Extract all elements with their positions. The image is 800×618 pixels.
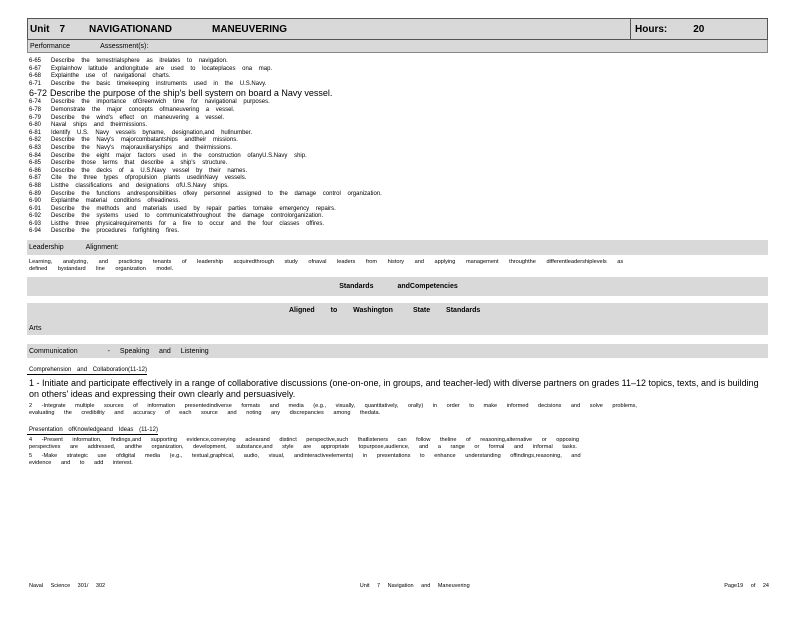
performance-subheader [27,40,768,53]
outcome-row [29,115,766,123]
performance-label: Performance [30,42,71,50]
outcome-code: 6-74 [29,99,42,106]
outcome-text: Describe the decks of a U.S.Navy vessel by their names. [51,167,248,174]
outcome-row [29,191,766,199]
unit-title-cell [28,19,631,39]
assessment-label: Assessment(s): [100,42,149,50]
outcome-code: 6-79 [29,114,42,121]
hours-label: Hours: [635,23,668,35]
unit-number: 7 [59,23,66,35]
outcome-text: Explainthe material conditions ofreadiness. [51,198,181,205]
standard-4-line: 4 -Present information, findings,and supporting evidence,conveying aclearand distinct perspective,such thatlisteners can follow theline of reasoning,alternative or opposing [29,437,579,444]
outcome-text: Describe the eight major factors used in the construction ofanyU.S.Navy ship. [51,152,307,159]
communication-band [27,344,768,358]
outcome-code: 6-90 [29,198,42,205]
outcome-row [29,99,766,107]
comprehension-heading: Comprehension and Collaboration(11-12) [29,367,147,374]
outcome-text: Describe the terrestrialsphere as itrelates to navigation. [51,58,228,64]
outcome-code: 6-67 [29,65,42,72]
curriculum-page [27,18,768,468]
competencies-word: andCompetencies [397,283,458,291]
outcome-row [29,228,766,236]
outcome-code: 6-85 [29,160,42,167]
outcome-code: 6-84 [29,152,42,159]
outcome-row [29,183,766,191]
outcome-row [29,145,766,153]
standard-5-line: evidence and to add interest. [29,460,133,467]
outcome-row [29,58,766,66]
outcome-code: 6-71 [29,80,42,87]
outcome-text: Describe the procedures forfighting fires. [51,228,180,235]
outcome-row [29,221,766,229]
outcome-text: Describe the functions andresponsibilities ofkey personnel assigned to the damage control organization. [51,190,382,197]
speaking-listening-label: - Speaking and Listening [107,347,209,355]
outcome-text: Describe the Navy's majorauxiliaryships and theirmissions. [51,144,232,151]
footer-course: Naval Science 301/ 302 [29,583,106,589]
standards-word: Standards [339,283,374,291]
standard-5-line: 5 -Make strategic use ofdigital media (e.g., textual,graphical, audio, visual, andinteractiveelements) in presentations to enhance understanding offindings,reasoning, and [29,453,581,460]
outcome-code: 6-68 [29,73,42,80]
outcome-code: 6-91 [29,205,42,212]
outcome-code: 6-87 [29,175,42,182]
outcome-row [29,66,766,74]
outcome-row [29,107,766,115]
unit-title: NAVIGATIONAND [89,23,172,35]
outcome-code: 6-65 [29,58,42,64]
outcome-text: Explainhow latitude andlongitude are used to locateplaces ona map. [51,65,273,72]
leadership-text-line: Learning, analyzing, and practicing tenants of leadership acquiredthrough study ofnaval leaders from history and applying management throughthe differentleadershiplevels as [29,259,624,266]
unit-title-2: MANEUVERING [211,23,287,35]
outcomes-list [27,53,768,240]
standard-2-line: 2 -Integrate multiple sources of information presentedindiverse formats and media (e.g., visually, quantitatively, orally) in order to make informed decisions and solve problems, [29,403,637,410]
outcome-row [29,213,766,221]
standard-2 [27,402,768,418]
outcome-text: Describe those terms that describe a ship's structure. [51,160,228,167]
leadership-text-line: defined bystandard line organization model. [29,266,174,273]
unit-header [27,18,768,40]
outcome-text: Listthe three physicalrequirements for a fire to occur and the four classes offires. [51,220,324,227]
aligned-text: Aligned to Washington [289,307,393,315]
outcome-row [29,130,766,138]
alignment-label: Alignment: [85,244,119,252]
outcome-row [29,81,766,89]
leadership-text [27,255,768,277]
arts-label: Arts [29,325,42,333]
outcome-text: Explainthe use of navigational charts. [51,73,171,80]
standard-5 [27,452,768,468]
communication-label: Communication [29,347,78,355]
footer-unit: Unit 7 Navigation and Maneuvering [359,583,470,589]
outcome-code: 6-78 [29,106,42,113]
outcome-text: Describe the purpose of the ship's bell system on board a Navy vessel. [50,88,333,99]
outcome-row [29,137,766,145]
footer-page: Page19 of 24 [724,583,769,589]
outcome-text: Cite the three types ofpropulsion plants usedinNavy vessels. [51,175,247,182]
outcome-text: Describe the systems used to communicatethroughout the damage controlorganization. [51,213,324,220]
outcome-text: Describe the methods and materials used by repair parties tomake emergency repairs. [51,205,336,212]
outcome-code: 6-80 [29,122,42,129]
outcome-code: 6-83 [29,144,42,151]
standard-4-line: perspectives are addressed, andthe organization, development, substance,and style are appropriate topurpose,audience, and a range or formal and informal tasks. [29,444,577,451]
outcome-text: Listthe classifications and designations ofU.S.Navy ships. [51,182,229,189]
outcome-row [29,168,766,176]
outcome-row [29,198,766,206]
standards-band [27,277,768,296]
hours-cell [631,19,767,39]
outcome-code: 6-89 [29,190,42,197]
outcome-text: Describe the basic timekeeping instruments used in the U.S.Navy. [51,80,267,87]
outcome-code: 6-93 [29,220,42,227]
standard-4 [27,436,768,452]
outcome-text: Describe the wind's effect on maneuvering a vessel. [51,114,225,121]
outcome-row [29,88,766,99]
outcome-code: 6-88 [29,182,42,189]
outcome-code: 6-92 [29,213,42,220]
outcome-text: Describe the importance ofGreenwich time for navigational purposes. [51,99,270,106]
outcome-row [29,160,766,168]
outcome-code: 6-81 [29,129,42,136]
presentation-heading: Presentation ofKnowledgeand Ideas (11-12) [29,427,158,434]
aligned-band [27,303,768,335]
outcome-text: Identify U.S. Navy vessels byname, designation,and hullnumber. [51,129,253,136]
outcome-row [29,73,766,81]
page-footer [29,583,769,589]
leadership-label: Leadership [29,244,64,252]
hours-value: 20 [693,23,705,35]
leadership-band [27,240,768,255]
outcome-text: Describe the Navy's majorcombatantships andtheir missions. [51,137,238,144]
unit-label: Unit [30,23,50,35]
outcome-code: 6-86 [29,167,42,174]
outcome-code: 6-82 [29,137,42,144]
state-standards-text: State Standards [413,307,481,315]
outcome-code: 6-72 [29,88,48,99]
outcome-row [29,153,766,161]
outcome-code: 6-94 [29,228,42,235]
outcome-row [29,122,766,130]
standard-1: 1 - Initiate and participate effectively in a range of collaborative discussions (one-on-one, in groups, and teacher-led) with diverse partners on grades 11–12 topics, texts, and is building on others' ideas and expressing their own clearly and persuasively. [29,378,759,400]
outcome-text: Naval ships and theirmissions. [51,122,148,129]
standard-2-line: evaluating the credibility and accuracy of each source and noting any discrepancies among thedata. [29,410,381,417]
outcome-row [29,175,766,183]
outcome-text: Demonstrate the major concepts ofmaneuvering a vessel. [51,106,235,113]
outcome-row [29,206,766,214]
